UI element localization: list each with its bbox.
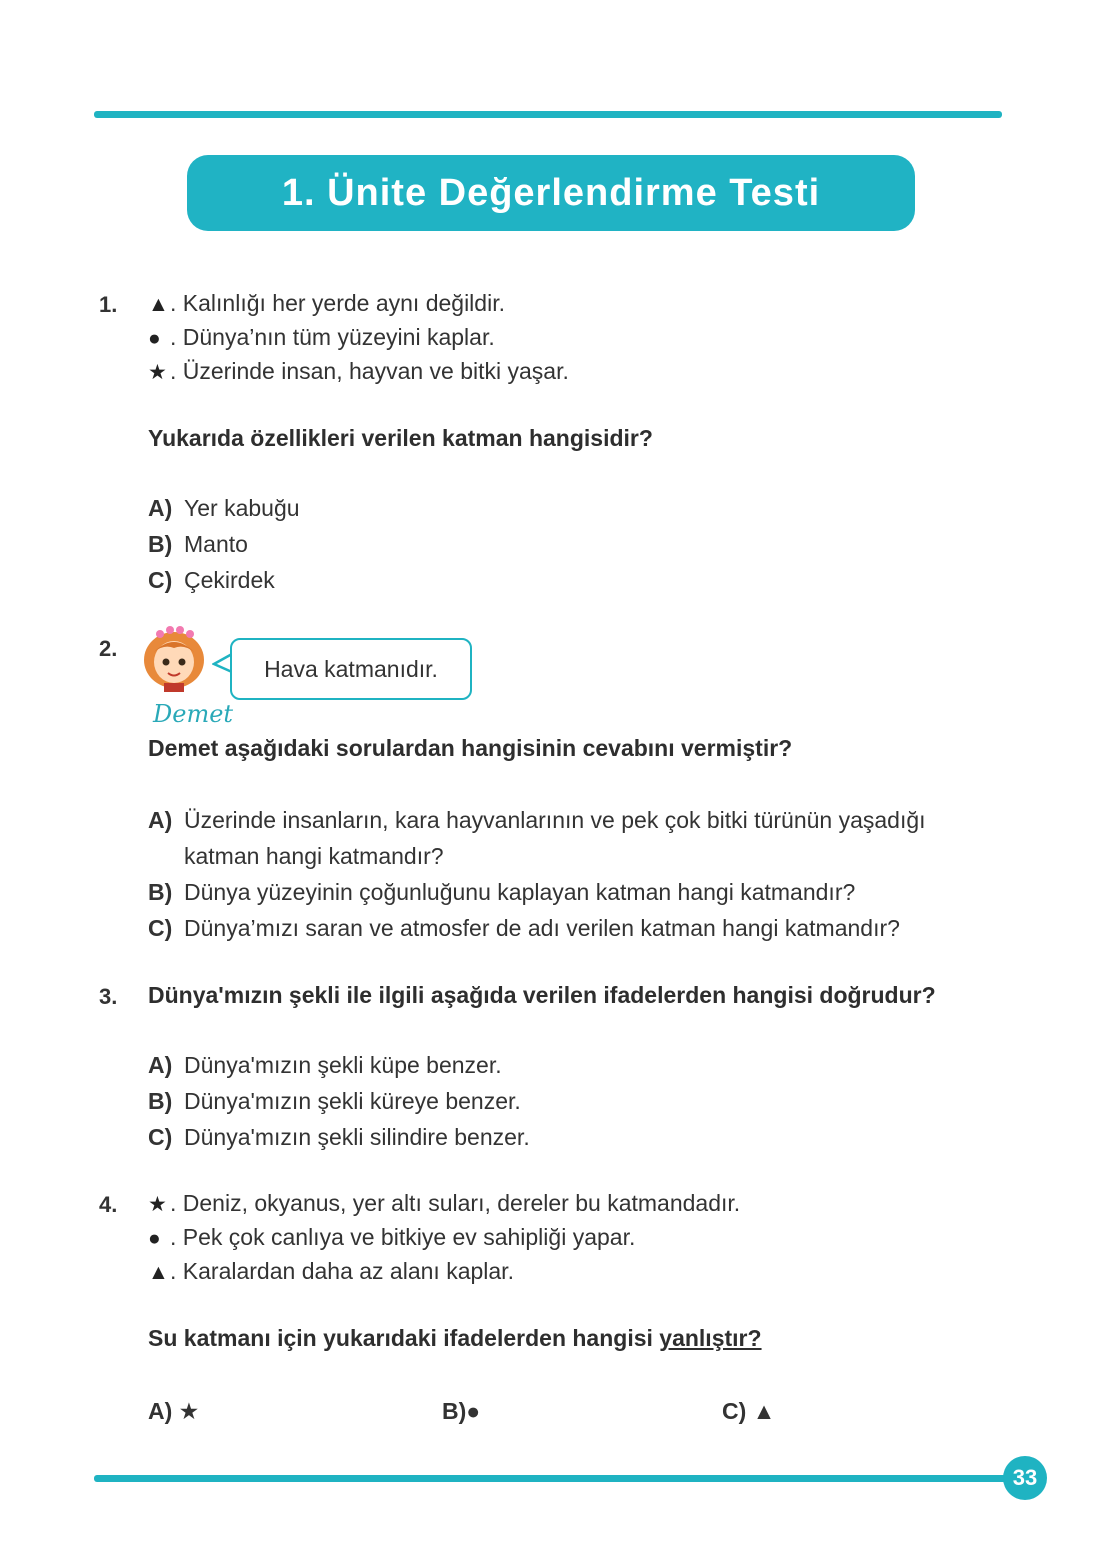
character-name: Demet — [153, 700, 234, 728]
q3-option-a[interactable]: A) Dünya'mızın şekli küpe benzer. — [148, 1052, 502, 1078]
q3-option-b[interactable]: B) Dünya'mızın şekli küreye benzer. — [148, 1088, 521, 1114]
triangle-icon: ▲ — [752, 1398, 776, 1424]
question-3-text: Dünya'mızın şekli ile ilgili aşağıda verilen ifadelerden hangisi doğrudur? — [148, 982, 936, 1008]
q4-option-c[interactable]: C) ▲ — [722, 1398, 776, 1424]
question-2-text: Demet aşağıdaki sorulardan hangisinin cevabını vermiştir? — [148, 735, 793, 761]
q1-clue-1: ▲. Kalınlığı her yerde aynı değildir. — [148, 290, 505, 316]
circle-icon: ● — [148, 327, 161, 350]
triangle-icon: ▲ — [148, 293, 169, 316]
star-icon: ★ — [148, 1193, 167, 1216]
page-number: 33 — [1003, 1456, 1047, 1500]
q1-clue-2: ● . Dünya’nın tüm yüzeyini kaplar. — [148, 324, 495, 350]
q1-option-a[interactable]: A) Yer kabuğu — [148, 495, 300, 521]
q4-clue-1: ★ . Deniz, okyanus, yer altı suları, dereler bu katmandadır. — [148, 1190, 741, 1216]
q3-option-c[interactable]: C) Dünya'mızın şekli silindire benzer. — [148, 1124, 530, 1150]
bottom-rule — [94, 1475, 1010, 1482]
page-title: 1. Ünite Değerlendirme Testi — [190, 158, 912, 228]
star-icon: ★ — [148, 361, 167, 384]
q2-option-b[interactable]: B) Dünya yüzeyinin çoğunluğunu kaplayan katman hangi katmandır? — [148, 879, 856, 905]
speech-bubble: Hava katmanıdır. — [230, 638, 472, 700]
question-4-text: Su katmanı için yukarıdaki ifadelerden hangisi yanlıştır? — [148, 1325, 762, 1351]
circle-icon: ● — [466, 1398, 481, 1424]
circle-icon: ● — [148, 1227, 161, 1250]
question-1-text: Yukarıda özellikleri verilen katman hangisidir? — [148, 425, 653, 451]
question-4-number: 4. — [99, 1192, 118, 1217]
q2-option-c[interactable]: C) Dünya’mızı saran ve atmosfer de adı verilen katman hangi katmandır? — [148, 915, 900, 941]
q1-clue-3: ★ . Üzerinde insan, hayvan ve bitki yaşar. — [148, 358, 569, 384]
q2-option-a[interactable]: A) Üzerinde insanların, kara hayvanlarının ve pek çok bitki türünün yaşadığı katman hangi katmandır? — [148, 807, 926, 869]
q4-option-b[interactable]: B)● — [442, 1398, 481, 1424]
triangle-icon: ▲ — [148, 1261, 169, 1284]
question-3-number: 3. — [99, 984, 118, 1009]
q4-option-a[interactable]: A) ★ — [148, 1398, 200, 1424]
star-icon: ★ — [178, 1398, 200, 1424]
question-2-number: 2. — [99, 636, 118, 661]
q1-option-c[interactable]: C) Çekirdek — [148, 567, 275, 593]
question-1-number: 1. — [99, 292, 118, 317]
q1-option-b[interactable]: B) Manto — [148, 531, 248, 557]
top-rule — [94, 111, 1002, 118]
q4-clue-2: ● . Pek çok canlıya ve bitkiye ev sahipliği yapar. — [148, 1224, 636, 1250]
girl-avatar-icon — [140, 622, 208, 692]
q4-clue-3: ▲. Karalardan daha az alanı kaplar. — [148, 1258, 514, 1284]
emphasis-word: yanlıştır? — [659, 1325, 762, 1351]
